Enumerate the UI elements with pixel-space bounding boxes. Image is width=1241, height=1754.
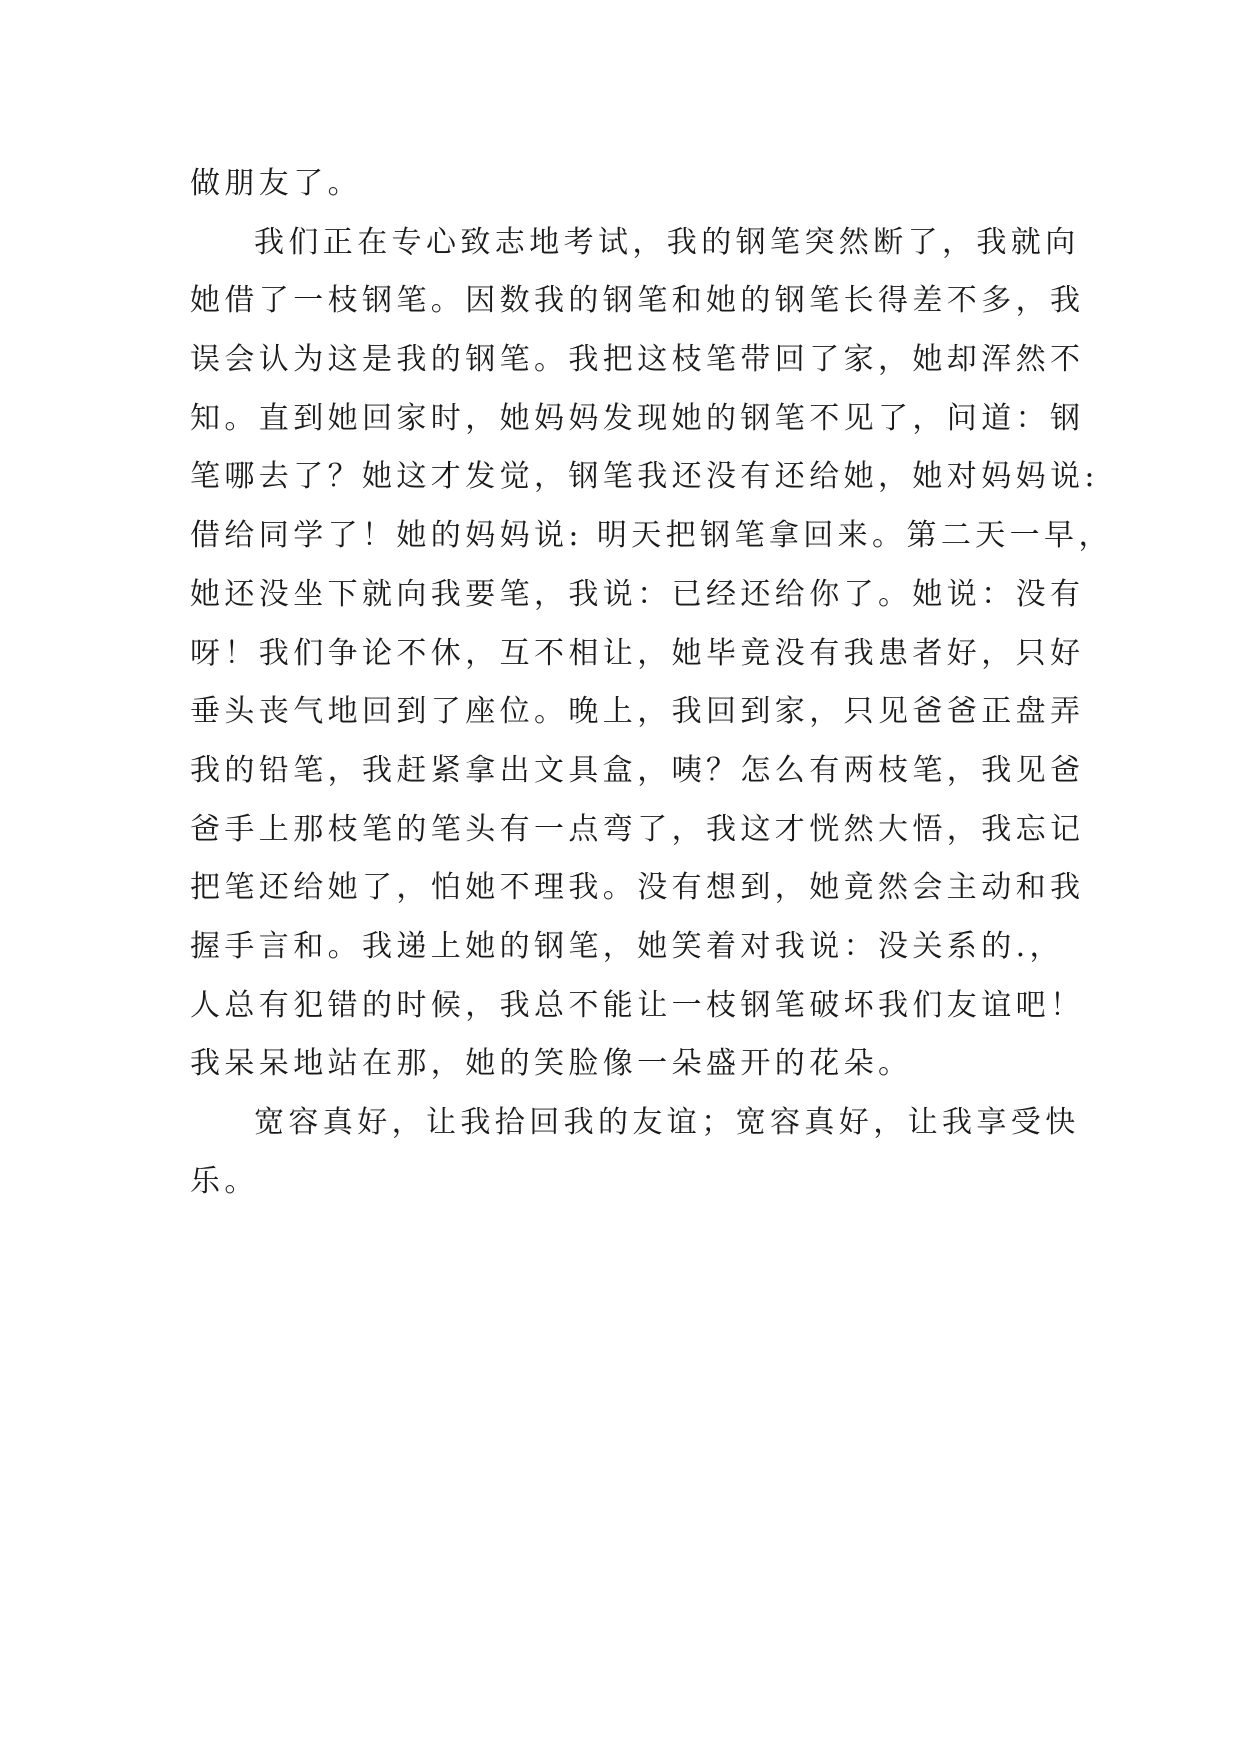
text-line: 我的铅笔，我赶紧拿出文具盒，咦？怎么有两枝笔，我见爸 — [190, 752, 1085, 788]
text-line: 做朋友了。 — [190, 166, 362, 201]
text-line: 把笔还给她了，怕她不理我。没有想到，她竟然会主动和我 — [190, 870, 1085, 906]
paragraph-start-line: 我们正在专心致志地考试，我的钢笔突然断了，我就向 — [254, 224, 1080, 260]
text-line: 她借了一枝钢笔。因数我的钢笔和她的钢笔长得差不多，我 — [190, 283, 1085, 319]
text-line: 爸手上那枝笔的笔头有一点弯了，我这才恍然大悟，我忘记 — [190, 811, 1085, 847]
text-line: 借给同学了！她的妈妈说: 明天把钢笔拿回来。第二天一早， — [190, 518, 1113, 554]
text-line: 垂头丧气地回到了座位。晚上，我回到家，只见爸爸正盘弄 — [190, 694, 1085, 730]
text-line: 笔哪去了？她这才发觉，钢笔我还没有还给她，她对妈妈说: — [190, 459, 1099, 495]
text-line: 误会认为这是我的钢笔。我把这枝笔带回了家，她却浑然不 — [190, 342, 1085, 378]
paragraph-start-line: 宽容真好，让我拾回我的友谊；宽容真好，让我享受快 — [254, 1105, 1080, 1140]
text-line: 我呆呆地站在那，她的笑脸像一朵盛开的花朵。 — [190, 1046, 913, 1082]
text-line: 握手言和。我递上她的钢笔，她笑着对我说：没关系的.， — [190, 928, 1064, 964]
text-line: 知。直到她回家时，她妈妈发现她的钢笔不见了，问道：钢 — [190, 400, 1085, 436]
essay-text — [190, 155, 1113, 1211]
text-line: 乐。 — [190, 1163, 259, 1199]
text-line: 人总有犯错的时候，我总不能让一枝钢笔破坏我们友谊吧！ — [190, 987, 1085, 1023]
text-line: 呀！我们争论不休，互不相让，她毕竟没有我患者好，只好 — [190, 635, 1085, 671]
text-line: 她还没坐下就向我要笔，我说：已经还给你了。她说：没有 — [190, 576, 1085, 612]
